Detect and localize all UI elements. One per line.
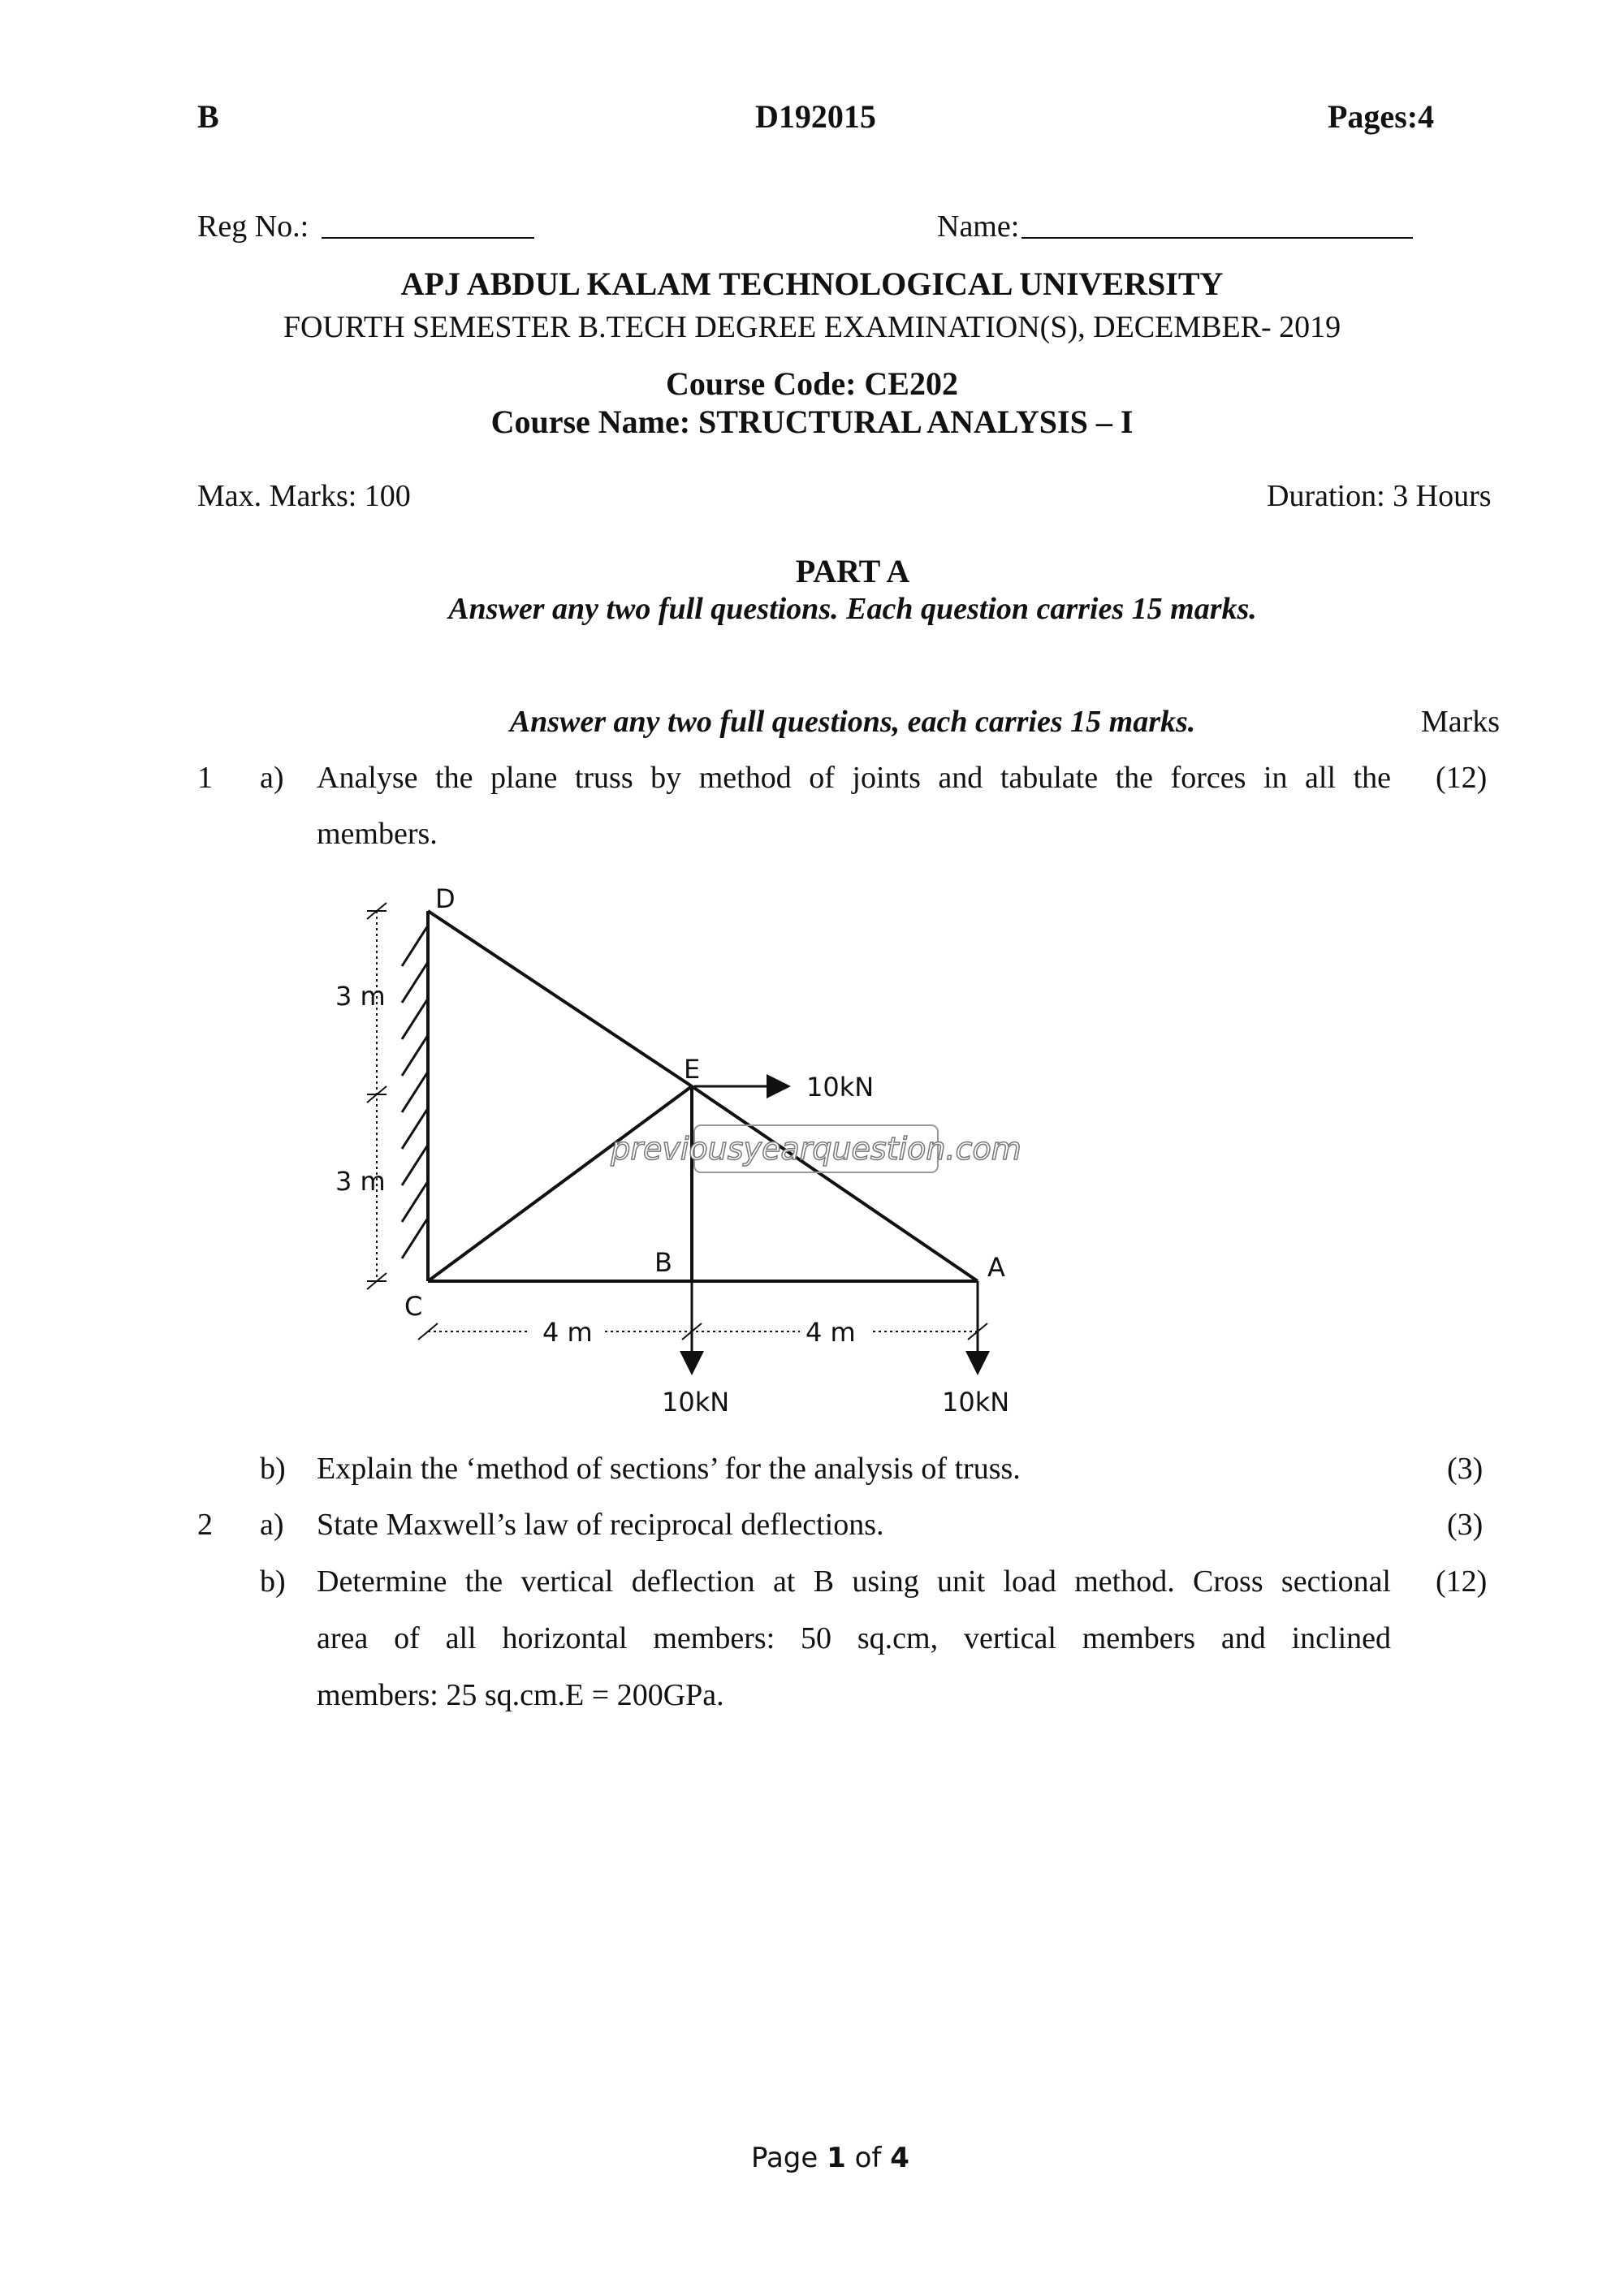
footer-current-page: 1 — [827, 2142, 846, 2174]
member-ea — [692, 1086, 978, 1281]
paper-code: D192015 — [755, 98, 876, 135]
question-2b-line1: Determine the vertical deflection at B using unit load method. Cross sectional — [317, 1564, 1391, 1599]
footer-prefix: Page — [751, 2142, 827, 2174]
part-title: PART A — [795, 553, 910, 589]
dimension-label-right: 4 m — [806, 1317, 856, 1348]
dimension-label-left: 4 m — [542, 1317, 593, 1348]
name-label: Name: — [937, 209, 1020, 244]
member-de — [428, 911, 692, 1086]
horizontal-dimension-line — [418, 1323, 987, 1340]
question-1a-line1: Analyse the plane truss by method of joints and tabulate the forces in all the — [317, 761, 1391, 795]
vertical-dimension-line — [367, 903, 387, 1289]
question-number-1: 1 — [197, 761, 213, 795]
exam-title: FOURTH SEMESTER B.TECH DEGREE EXAMINATION(S), DECEMBER- 2019 — [283, 310, 1341, 344]
question-2a-marks: (3) — [1447, 1508, 1484, 1542]
question-1b-text: Explain the ‘method of sections’ for the analysis of truss. — [317, 1452, 1021, 1486]
page-count: Pages:4 — [1328, 98, 1435, 135]
marks-header: Marks — [1421, 705, 1501, 739]
page-footer — [751, 2142, 909, 2174]
question-1a-letter: a) — [260, 761, 284, 795]
footer-total-pages: 4 — [890, 2142, 909, 2174]
member-ce — [428, 1086, 692, 1281]
load-label-b: 10kN — [662, 1387, 730, 1418]
watermark — [610, 1125, 1021, 1172]
question-1b-letter: b) — [260, 1452, 286, 1486]
question-1a-line2: members. — [317, 817, 438, 851]
dimension-label-bottom: 3 m — [335, 1166, 386, 1197]
duration: Duration: 3 Hours — [1267, 479, 1492, 513]
max-marks: Max. Marks: 100 — [197, 479, 411, 513]
svg-text:previousyearquestion.com: previousyearquestion.com — [611, 1131, 1021, 1167]
question-1b-marks: (3) — [1447, 1452, 1484, 1486]
question-2a-letter: a) — [260, 1508, 284, 1542]
node-label-b: B — [654, 1247, 672, 1278]
node-label-d: D — [435, 883, 456, 914]
node-label-a: A — [987, 1252, 1005, 1283]
question-number-2: 2 — [197, 1508, 213, 1542]
question-2b-line2: area of all horizontal members: 50 sq.cm, vertical members and inclined — [317, 1621, 1391, 1655]
node-label-c: C — [404, 1291, 423, 1322]
question-2a-text: State Maxwell’s law of reciprocal deflections. — [317, 1508, 884, 1542]
part-instruction-repeat: Answer any two full questions, each carries 15 marks. — [509, 705, 1196, 739]
footer-of: of — [845, 2142, 891, 2174]
course-name: Course Name: STRUCTURAL ANALYSIS – I — [490, 404, 1134, 440]
question-2b-marks: (12) — [1436, 1564, 1488, 1599]
load-label-e: 10kN — [806, 1072, 875, 1103]
node-label-e: E — [684, 1054, 701, 1085]
paper-set: B — [197, 98, 219, 135]
load-label-a: 10kN — [942, 1387, 1010, 1418]
question-2b-letter: b) — [260, 1564, 286, 1599]
part-instruction: Answer any two full questions. Each question carries 15 marks. — [448, 592, 1257, 626]
course-code: Course Code: CE202 — [666, 365, 958, 402]
reg-no-label: Reg No.: — [197, 209, 309, 244]
dimension-label-top: 3 m — [335, 981, 386, 1012]
truss-members — [428, 911, 978, 1281]
question-1a-marks: (12) — [1436, 761, 1488, 795]
question-2b-line3: members: 25 sq.cm.E = 200GPa. — [317, 1678, 724, 1712]
fixed-wall-support — [402, 911, 428, 1281]
university-name: APJ ABDUL KALAM TECHNOLOGICAL UNIVERSITY — [400, 265, 1224, 302]
